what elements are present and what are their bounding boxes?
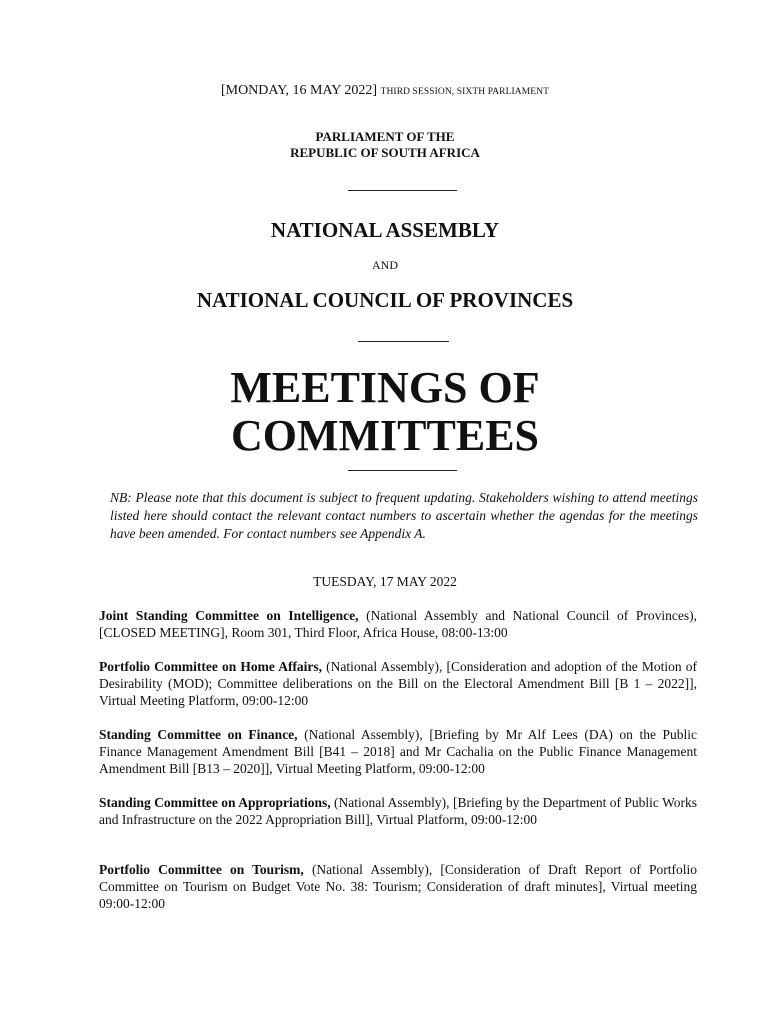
- date-text: [MONDAY, 16 MAY 2022]: [220, 83, 378, 98]
- session-text: THIRD SESSION, SIXTH PARLIAMENT: [380, 87, 550, 97]
- committee-name: Standing Committee on Appropriations,: [99, 795, 331, 810]
- ncop-title: NATIONAL COUNCIL OF PROVINCES: [196, 288, 574, 312]
- dateline: [0, 83, 770, 99]
- committee-name: Portfolio Committee on Home Affairs,: [99, 659, 323, 674]
- and-text: AND: [372, 258, 398, 272]
- main-title-line-1: MEETINGS OF: [230, 363, 540, 412]
- divider-rule: [358, 341, 449, 342]
- parliament-line-2: REPUBLIC OF SOUTH AFRICA: [290, 145, 480, 160]
- main-title-line-2: COMMITTEES: [230, 411, 540, 460]
- committee-name: Joint Standing Committee on Intelligence,: [99, 608, 359, 623]
- meeting-entry: [99, 861, 697, 912]
- day-heading: TUESDAY, 17 MAY 2022: [313, 574, 457, 589]
- update-note: NB: Please note that this document is subject to frequent updating. Stakeholders wishing to attend meetings listed here should contact the relevant contact numbers to ascertain whether the agendas for the meetings have been amended. For contact numbers see Appendix A.: [110, 490, 698, 541]
- meeting-details: (National Assembly and National Council of Provinces), [CLOSED MEETING], Room 301, Third Floor, Africa House, 08:00-13:00: [99, 608, 697, 640]
- meeting-details: (National Assembly), [Consideration of Draft Report of Portfolio Committee on Tourism on Budget Vote No. 38: Tourism; Consideration of draft minutes], Virtual meeting 09:00-12:00: [99, 862, 698, 911]
- divider-rule: [348, 190, 457, 191]
- committee-name: Standing Committee on Finance,: [99, 727, 298, 742]
- main-title: [0, 364, 770, 460]
- meeting-entry: [99, 794, 697, 828]
- meeting-details: (National Assembly), [Briefing by the Department of Public Works and Infrastructure on the 2022 Appropriation Bill], Virtual Platform, 09:00-12:00: [99, 795, 697, 827]
- meeting-entry: [99, 607, 697, 641]
- national-assembly-title: NATIONAL ASSEMBLY: [270, 218, 500, 242]
- meeting-entry: [99, 726, 697, 777]
- divider-rule: [348, 470, 457, 471]
- parliament-line-1: PARLIAMENT OF THE: [315, 129, 455, 144]
- meeting-details: (National Assembly), [Consideration and adoption of the Motion of Desirability (MOD); Committee deliberations on the Bill on the Electoral Amendment Bill [B 1 – 2022]], Virtual Meeting Platform, 09:00-12:00: [99, 659, 697, 708]
- committee-name: Portfolio Committee on Tourism,: [99, 862, 304, 877]
- parliament-heading: [0, 129, 770, 161]
- meeting-details: (National Assembly), [Briefing by Mr Alf Lees (DA) on the Public Finance Management Amendment Bill [B41 – 2018] and Mr Cachalia on the Public Finance Management Amendment Bill [B13 – 2020]], Virtual Meeting Platform, 09:00-12:00: [99, 727, 698, 776]
- meeting-entry: [99, 658, 697, 709]
